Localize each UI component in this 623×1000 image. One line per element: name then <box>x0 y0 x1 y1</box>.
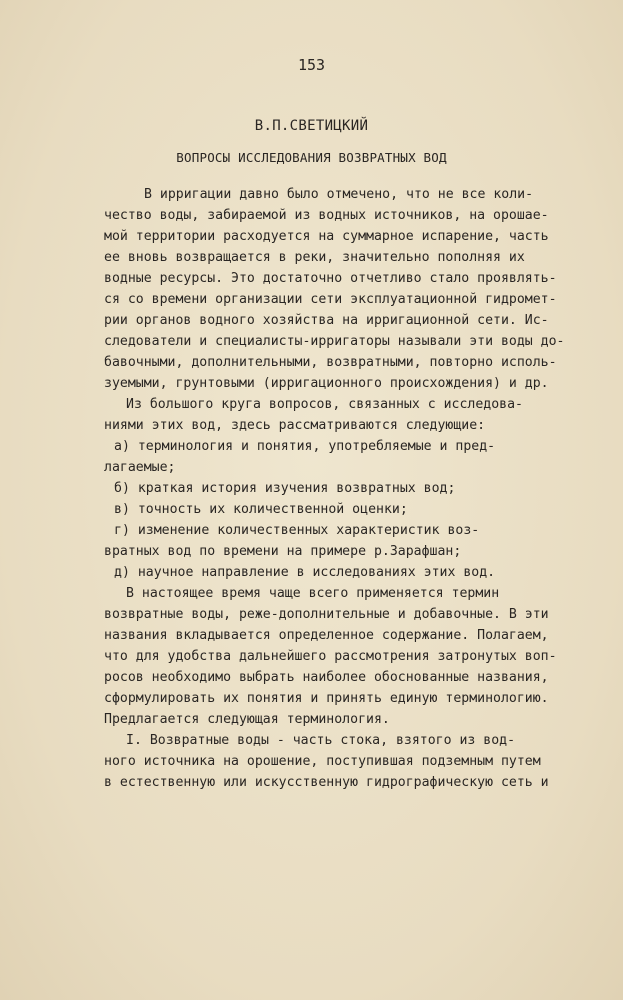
body-line: д) научное направление в исследованиях этих вод. <box>114 565 496 580</box>
body-line: возвратные воды, реже-дополнительные и добавочные. В эти <box>104 607 549 622</box>
body-line: Из большого круга вопросов, связанных с исследова- <box>126 397 523 412</box>
body-line: в) точность их количественной оценки; <box>114 502 408 517</box>
author-name: В.П.СВЕТИЦКИЙ <box>254 118 369 134</box>
body-line: лагаемые; <box>104 460 176 475</box>
body-line: г) изменение количественных характеристик воз- <box>114 523 480 538</box>
body-line: бавочными, дополнительными, возвратными, повторно исполь- <box>104 355 557 370</box>
body-line: ного источника на орошение, поступившая подземным путем <box>104 754 541 769</box>
body-line: чество воды, забираемой из водных источников, на орошае- <box>104 208 549 223</box>
body-line: б) краткая история изучения возвратных вод; <box>114 481 456 496</box>
body-line: В настоящее время чаще всего применяется термин <box>126 586 500 601</box>
body-line: следователи и специалисты-ирригаторы называли эти воды до- <box>104 334 565 349</box>
body-line: водные ресурсы. Это достаточно отчетливо стало проявлять- <box>104 271 557 286</box>
body-line: ся со времени организации сети эксплуатационной гидромет- <box>104 292 557 307</box>
body-line: I. Возвратные воды - часть стока, взятого из вод- <box>126 733 516 748</box>
body-line: росов необходимо выбрать наиболее обоснованные названия, <box>104 670 549 685</box>
body-line: ее вновь возвращается в реки, значительно пополняя их <box>104 250 525 265</box>
page-number: 153 <box>297 56 326 74</box>
body-line: вратных вод по времени на примере р.Зарафшан; <box>104 544 462 559</box>
body-line: названия вкладывается определенное содержание. Полагаем, <box>104 628 549 643</box>
body-line: в естественную или искусственную гидрографическую сеть и <box>104 775 549 790</box>
body-line: Предлагается следующая терминология. <box>104 712 390 727</box>
body-line: зуемыми, грунтовыми (ирригационного происхождения) и др. <box>104 376 549 391</box>
body-line: В ирригации давно было отмечено, что не все коли- <box>144 187 534 202</box>
article-title: ВОПРОСЫ ИССЛЕДОВАНИЯ ВОЗВРАТНЫХ ВОД <box>176 150 447 165</box>
body-line: ниями этих вод, здесь рассматриваются следующие: <box>104 418 486 433</box>
body-line: а) терминология и понятия, употребляемые и пред- <box>114 439 496 454</box>
body-line: рии органов водного хозяйства на ирригационной сети. Ис- <box>104 313 549 328</box>
body-line: что для удобства дальнейшего рассмотрения затронутых воп- <box>104 649 557 664</box>
body-line: мой территории расходуется на суммарное испарение, часть <box>104 229 549 244</box>
body-line: сформулировать их понятия и принять единую терминологию. <box>104 691 549 706</box>
